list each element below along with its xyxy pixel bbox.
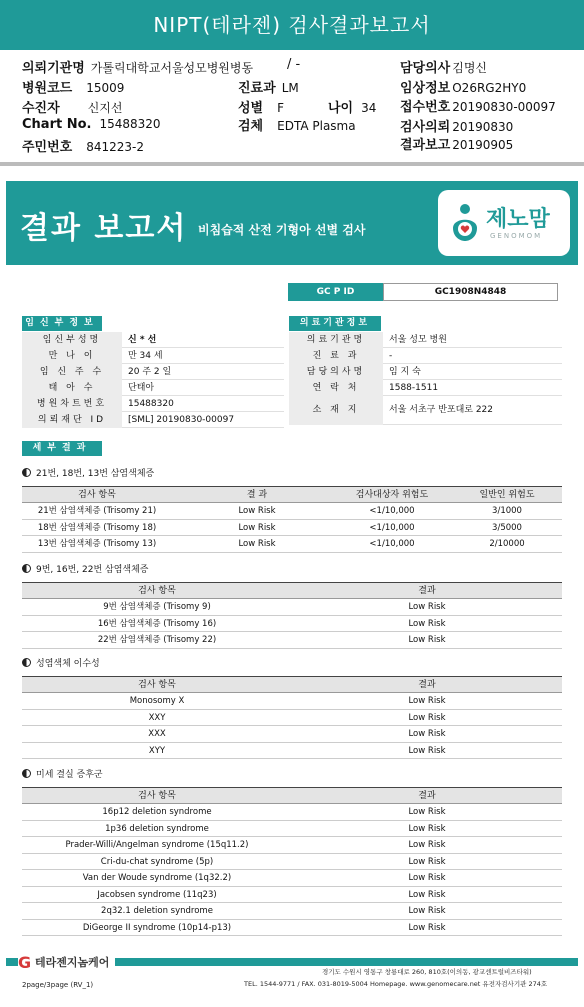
table-cell: XXX (148, 729, 166, 739)
age-field: 나이 34 (328, 101, 377, 116)
info-value: 15488320 (128, 399, 174, 409)
info-row (22, 348, 284, 364)
table-cell: Prader-Willi/Angelman syndrome (15q11.2) (65, 840, 249, 850)
table-header-row (22, 583, 562, 599)
column-header: 결과 (418, 680, 436, 690)
info-row (289, 348, 562, 364)
table-cell: 3/1000 (492, 506, 522, 516)
table-row (22, 599, 562, 616)
column-header: 결과 (418, 586, 436, 596)
info-label: 연 락 처 (289, 380, 383, 396)
company-g-icon: G (18, 953, 32, 972)
page-number: 2page/3page (RV_1) (22, 981, 94, 989)
table-cell: Jacobsen syndrome (11q23) (97, 889, 217, 900)
column-header: 일반인 위험도 (479, 490, 535, 500)
table-cell: 16p12 deletion syndrome (102, 807, 212, 817)
table-row (22, 837, 562, 854)
gcpid-label: GC P ID (288, 283, 383, 301)
gcpid-value: GC1908N4848 (383, 283, 558, 301)
info-value: 임 지 숙 (389, 367, 421, 377)
table-cell: Low Risk (408, 840, 446, 850)
table-row (22, 693, 562, 710)
info-row (22, 412, 284, 428)
table-cell: 22번 삼염색체증 (Trisomy 22) (97, 635, 217, 645)
info-label: 만 나 이 (22, 348, 122, 364)
table-cell: 18번 삼염색체증 (Trisomy 18) (37, 522, 157, 533)
column-header: 결 과 (246, 490, 268, 500)
doctor-field: 담당의사 김명신 (400, 61, 488, 76)
table-row (22, 903, 562, 920)
column-header: 검사 항목 (138, 791, 176, 801)
table-cell: 9번 삼염색체증 (Trisomy 9) (103, 602, 211, 612)
hospital-code-field: 병원코드 15009 (22, 81, 125, 96)
table-cell: Low Risk (408, 602, 446, 612)
table-cell: Low Risk (408, 635, 446, 645)
group-title-trisomy-21-18-13: 21번, 18번, 13번 삼염색체증 (22, 466, 154, 479)
half-circle-icon (22, 658, 31, 667)
table-cell: Low Risk (238, 522, 276, 533)
table-row (22, 854, 562, 871)
genomom-logo (438, 190, 570, 256)
info-label: 병원차트번호 (22, 396, 122, 412)
table-cell: 1p36 deletion syndrome (105, 823, 209, 834)
table-header-row (22, 677, 562, 693)
table-row (22, 710, 562, 727)
receipt-no-field: 접수번호 20190830-00097 (400, 100, 556, 115)
info-value: 1588-1511 (389, 383, 439, 393)
table-cell: 21번 삼염색체증 (Trisomy 21) (37, 506, 157, 516)
table-cell: Low Risk (408, 696, 446, 706)
table-cell: Van der Woude syndrome (1q32.2) (82, 873, 232, 883)
table-row (22, 726, 562, 743)
logo-text: 제노맘 (486, 207, 550, 232)
table-cell: Low Risk (408, 618, 446, 629)
info-row (22, 332, 284, 348)
column-header: 검사 항목 (78, 490, 116, 500)
footer-address: 경기도 수원시 영통구 창룡대로 260, 810호(이의동, 광교센트럴비즈타워) (322, 968, 532, 976)
footer-contact: TEL. 1544-9771 / FAX. 031-8019-5004 Homepage. www.genomecare.net 유전자검사기관 274호 (244, 980, 548, 988)
institution-info-tag: 의료기관정보 (289, 316, 381, 331)
table-row (22, 520, 562, 537)
trisomy-21-18-13-table (22, 486, 562, 553)
table-cell: <1/10,000 (369, 506, 415, 516)
table-header-row (22, 788, 562, 804)
table-cell: Low Risk (408, 906, 446, 916)
table-cell: Low Risk (408, 873, 446, 883)
table-row (22, 616, 562, 633)
table-cell: 2q32.1 deletion syndrome (101, 906, 213, 916)
table-cell: XXY (148, 712, 166, 723)
info-value: 서울 서초구 반포대로 222 (389, 405, 494, 415)
trisomy-9-16-22-table (22, 582, 562, 649)
table-cell: 3/5000 (492, 522, 522, 533)
table-cell: XYY (148, 745, 166, 756)
info-value: 서울 성모 병원 (389, 335, 447, 345)
info-label: 진 료 과 (289, 348, 383, 364)
info-value: 신 * 선 (128, 335, 157, 345)
table-row (22, 743, 562, 760)
half-circle-icon (22, 769, 31, 778)
gcpid-box (288, 283, 558, 301)
table-cell: Low Risk (408, 729, 446, 739)
group-title-trisomy-9-16-22: 9번, 16번, 22번 삼염색체증 (22, 562, 149, 575)
report-date-field: 결과보고 20190905 (400, 138, 514, 153)
column-header: 검사대상자 위험도 (355, 490, 429, 500)
patient-name-field: 수진자 신지선 (22, 101, 123, 116)
table-row (22, 920, 562, 937)
table-cell: 16번 삼염색체증 (Trisomy 16) (97, 618, 217, 629)
patient-info-block (0, 50, 584, 168)
table-cell: DiGeorge II syndrome (10p14-p13) (82, 922, 232, 933)
details-tag: 세부결과 (22, 441, 102, 456)
info-value: 만 34 세 (128, 351, 163, 361)
table-cell: Low Risk (408, 922, 446, 933)
table-row (22, 503, 562, 520)
clinical-info-field: 임상정보 O26RG2HY0 (400, 81, 527, 96)
info-row (289, 396, 562, 425)
footer-company-logo: G 테라젠지놈케어 (18, 953, 115, 972)
info-label: 담당의사명 (289, 364, 383, 380)
table-cell: Low Risk (238, 539, 276, 549)
table-cell: 2/10000 (489, 539, 525, 549)
info-row (289, 332, 562, 348)
table-cell: <1/10,000 (369, 539, 415, 549)
column-header: 결과 (418, 791, 436, 801)
info-row (22, 364, 284, 380)
info-label: 의료기관명 (289, 332, 383, 348)
table-cell: 13번 삼염색체증 (Trisomy 13) (37, 539, 157, 549)
info-row (22, 396, 284, 412)
request-date-field: 검사의뢰 20190830 (400, 120, 514, 135)
info-row (22, 380, 284, 396)
table-cell: Monosomy X (129, 696, 185, 706)
banner-title: 결과 보고서 (20, 211, 188, 246)
microdeletion-table (22, 787, 562, 936)
info-label: 의뢰재단 ID (22, 412, 122, 428)
institution-field: 의뢰기관명 가톨릭대학교서울성모병원병동 (22, 61, 254, 76)
banner-subtitle: 비침습적 산전 기형아 선별 검사 (198, 223, 366, 237)
info-row (289, 364, 562, 380)
logo-subtext: GENOMOM (490, 232, 543, 240)
table-cell: Low Risk (408, 712, 446, 723)
column-header: 검사 항목 (138, 680, 176, 690)
specimen-field: 검체 EDTA Plasma (238, 119, 356, 134)
department-field: 진료과 LM (238, 81, 299, 96)
report-header-title: NIPT(테라젠) 검사결과보고서 (0, 0, 584, 50)
info-value: - (389, 351, 393, 361)
table-cell: Cri-du-chat syndrome (5p) (100, 856, 214, 867)
table-row (22, 804, 562, 821)
info-label: 소 재 지 (289, 396, 383, 425)
ward-value: / - (287, 57, 301, 72)
chart-no-field: Chart No. 15488320 (22, 117, 161, 132)
info-row (289, 380, 562, 396)
info-value: 20 주 2 일 (128, 367, 172, 377)
info-label: 태 아 수 (22, 380, 122, 396)
column-header: 검사 항목 (138, 586, 176, 596)
mother-baby-logo-icon (448, 202, 482, 242)
section-divider (0, 162, 584, 166)
group-title-microdeletion: 미세 결실 증후군 (22, 767, 103, 780)
info-value: [SML] 20190830-00097 (128, 415, 235, 425)
report-banner (6, 181, 578, 265)
table-row (22, 536, 562, 553)
table-cell: Low Risk (408, 856, 446, 867)
table-row (22, 821, 562, 838)
sex-field: 성별 F (238, 101, 285, 116)
table-cell: Low Risk (408, 823, 446, 834)
table-row (22, 887, 562, 904)
info-label: 임 신 주 수 (22, 364, 122, 380)
table-header-row (22, 487, 562, 503)
sex-chromosome-table (22, 676, 562, 759)
table-cell: <1/10,000 (369, 522, 415, 533)
group-title-sex-chromosome: 성염색체 이수성 (22, 656, 100, 669)
info-value: 단태아 (128, 383, 155, 393)
table-cell: Low Risk (408, 889, 446, 900)
half-circle-icon (22, 564, 31, 573)
info-label: 임신부성명 (22, 332, 122, 348)
table-cell: Low Risk (238, 506, 276, 516)
resident-no-field: 주민번호 841223-2 (22, 140, 145, 155)
table-row (22, 870, 562, 887)
pregnant-info-tag: 임신부정보 (22, 316, 102, 331)
table-cell: Low Risk (408, 807, 446, 817)
table-cell: Low Risk (408, 745, 446, 756)
half-circle-icon (22, 468, 31, 477)
table-row (22, 632, 562, 649)
